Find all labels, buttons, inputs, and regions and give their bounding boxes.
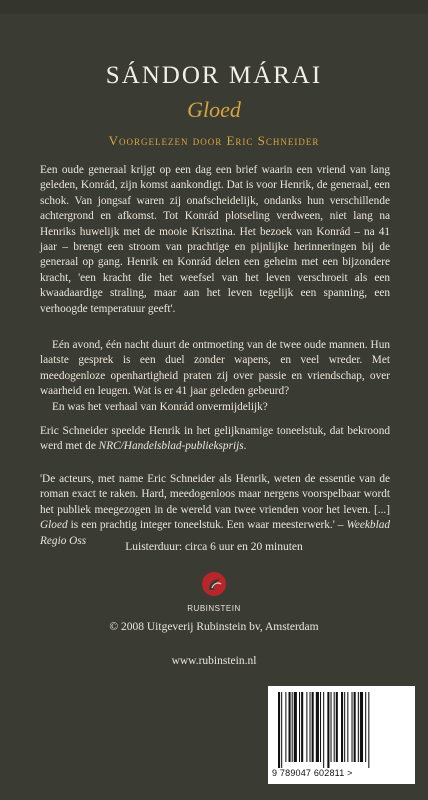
award-text-end: .: [243, 440, 247, 453]
barcode-bar: [327, 692, 329, 768]
barcode-bar: [281, 692, 282, 768]
quote-part-2: is een prachtig integer toneelstuk. Een waar meesterwerk.' –: [67, 519, 347, 532]
award-text: [40, 424, 390, 455]
website-link[interactable]: www.rubinstein.nl: [171, 655, 257, 667]
barcode-bar: [365, 692, 366, 762]
barcode-bar: [312, 692, 314, 762]
barcode-bar: [310, 692, 311, 762]
synopsis-text-1: Een oude generaal krijgt op een dag een brief waarin een vriend van lang geleden, Konrád, zijn komst aankondigt. Dat is voor Henrik, de generaal, een schok. Van jongsaf waren zij onafscheidelijk, ondanks hun verschillende achtergrond en afkomst. Tot Konrád plotseling verdween, niet lang na Henriks huwelijk met de mooie Krisztina. Het bezoek van Konrád – na 41 jaar – brengt een stroom van prachtige en pijnlijke herinneringen bij de generaal op gang. Henrik en Konrád delen een geheim met een bijzondere kracht, 'een kracht die het weefsel van het leven verschroeit als een kwaadaardige straling, maar aan het leven tegelijk een spanning, een verhoogde temperatuur geeft'.: [40, 164, 390, 315]
award-paragraph: [40, 424, 390, 455]
award-prize-name: NRC/Handelsblad-publieksprijs: [98, 440, 244, 453]
barcode-bar: [334, 692, 335, 762]
reader-credit: Voorgelezen door Eric Schneider: [108, 133, 320, 148]
quote-title: Gloed: [40, 519, 68, 532]
barcode-bar: [358, 692, 359, 762]
barcode: [268, 686, 415, 784]
barcode-bar: [336, 692, 338, 762]
barcode-bar: [299, 692, 300, 762]
barcode-number: 9 789047 602811 >: [272, 768, 353, 778]
barcode-bar: [320, 692, 321, 762]
barcode-bar: [294, 692, 297, 762]
synopsis-text-2: Eén avond, één nacht duurt de ontmoeting van de twee oude mannen. Hun laatste gesprek is een duel zonder wapens, en veel wreder. Met meedogenloze openhartigheid praten zij over passie en vriendschap, over waarheid en leugen. Wat is er 41 jaar geleden gebeurd?: [40, 339, 390, 398]
barcode-bar: [316, 692, 319, 762]
synopsis-text-2b: En was het verhaal van Konrád onvermijdelijk?: [52, 400, 268, 413]
book-title: Gloed: [187, 97, 241, 122]
barcode-bar: [352, 692, 353, 762]
barcode-bar: [341, 692, 343, 762]
synopsis-paragraph-1: [40, 163, 390, 317]
barcode-bar: [323, 692, 324, 768]
barcode-bars-icon: [274, 692, 409, 768]
barcode-bar: [354, 692, 356, 762]
barcode-bar: [292, 692, 293, 762]
barcode-bar: [347, 692, 348, 762]
barcode-bar: [306, 692, 307, 762]
award-text-main: Eric Schneider speelde Henrik in het gelijknamige toneelstuk, dat bekroond werd met de: [40, 425, 390, 453]
top-edge-strip: [0, 0, 428, 14]
barcode-bar: [278, 692, 280, 768]
barcode-bar: [368, 692, 369, 768]
barcode-bar: [360, 692, 363, 762]
barcode-bar: [285, 692, 286, 762]
copyright-line: © 2008 Uitgeverij Rubinstein bv, Amsterdam: [109, 621, 319, 633]
quote-part-1: 'De acteurs, met name Eric Schneider als Henrik, weten de essentie van de roman exact te raken. Hard, meedogenloos maar nergens voorspelbaar wordt het publiek meegezogen in de wereld van twee vrienden voor het leven. [...]: [40, 473, 390, 516]
author-name: SÁNDOR MÁRAI: [105, 62, 323, 89]
review-quote-text: [40, 472, 390, 549]
review-quote: [40, 472, 390, 549]
barcode-bar: [344, 692, 345, 762]
listening-duration: Luisterduur: circa 6 uur en 20 minuten: [125, 541, 303, 553]
barcode-bar: [331, 692, 332, 762]
rubinstein-logo-icon: [201, 571, 227, 597]
publisher-logo: [184, 571, 244, 613]
publisher-logo-text: RUBINSTEIN: [187, 604, 241, 613]
synopsis-paragraph-2: [40, 338, 390, 415]
quote-source: Weekblad Regio Oss: [40, 519, 390, 547]
barcode-bar: [289, 692, 291, 762]
barcode-bar: [301, 692, 303, 762]
